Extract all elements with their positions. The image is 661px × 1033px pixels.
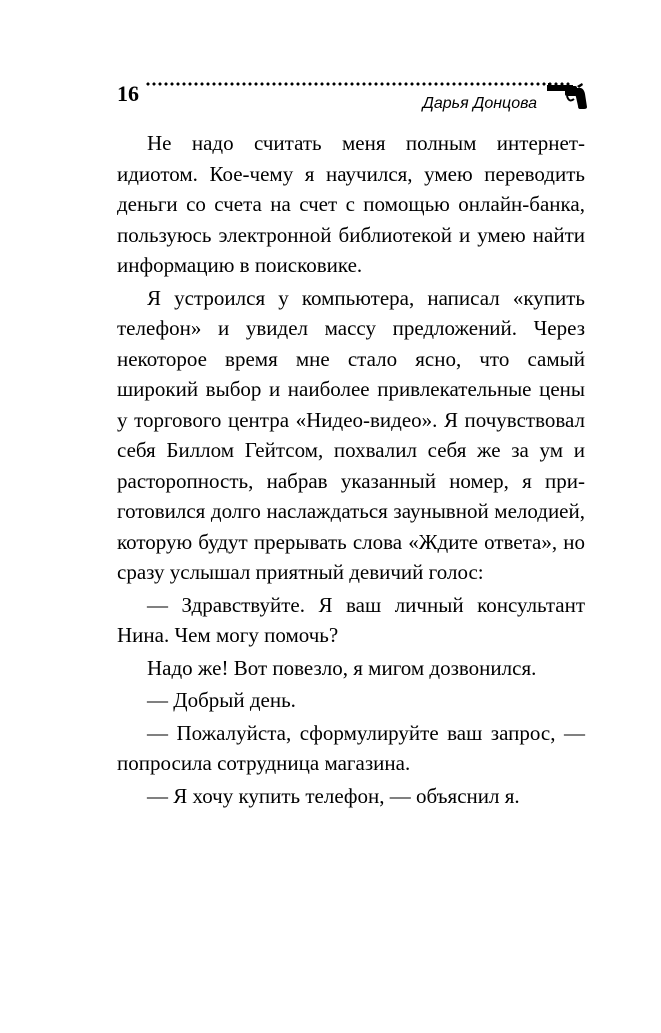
running-header-author: Дарья Донцова <box>422 95 537 112</box>
page-body <box>117 128 585 811</box>
paragraph: — Добрый день. <box>147 688 296 712</box>
paragraph: Я устроился у компьютера, написал «купить телефон» и увидел массу предложений. Через некоторое время мне стало ясно, что самый широкий выбор и наиболее привлекательные цены у торгового центра «Нидео-видео». Я почувствовал себя Биллом Гейтсом, похвалил себя же за ум и расторопность, набрав указанный номер, я приготовился долго наслаждаться заунывной мелодией, которую будут прерывать слова «Ждите ответа», но сразу услышал приятный девичий голос: <box>117 285 585 584</box>
page-number: 16 <box>117 81 139 106</box>
revolver-icon <box>547 82 587 110</box>
running-header <box>117 74 587 114</box>
paragraph: — Пожалуйста, сформулируйте ваш запрос, — попросила сотрудница магазина. <box>117 720 585 775</box>
paragraph: — Здравствуйте. Я ваш личный консультант Нина. Чем могу помочь? <box>117 592 585 647</box>
dotted-leader <box>145 80 570 88</box>
paragraph: Не надо считать меня полным интернет-идиотом. Кое-чему я научился, умею переводить деньги со счета на счет с помощью онлайн-банка, пользуюсь электронной библиотекой и умею найти информацию в поисковике. <box>117 131 585 277</box>
paragraph: Надо же! Вот повезло, я мигом дозвонился. <box>147 655 537 680</box>
paragraph: — Я хочу купить телефон, — объяснил я. <box>147 783 520 808</box>
